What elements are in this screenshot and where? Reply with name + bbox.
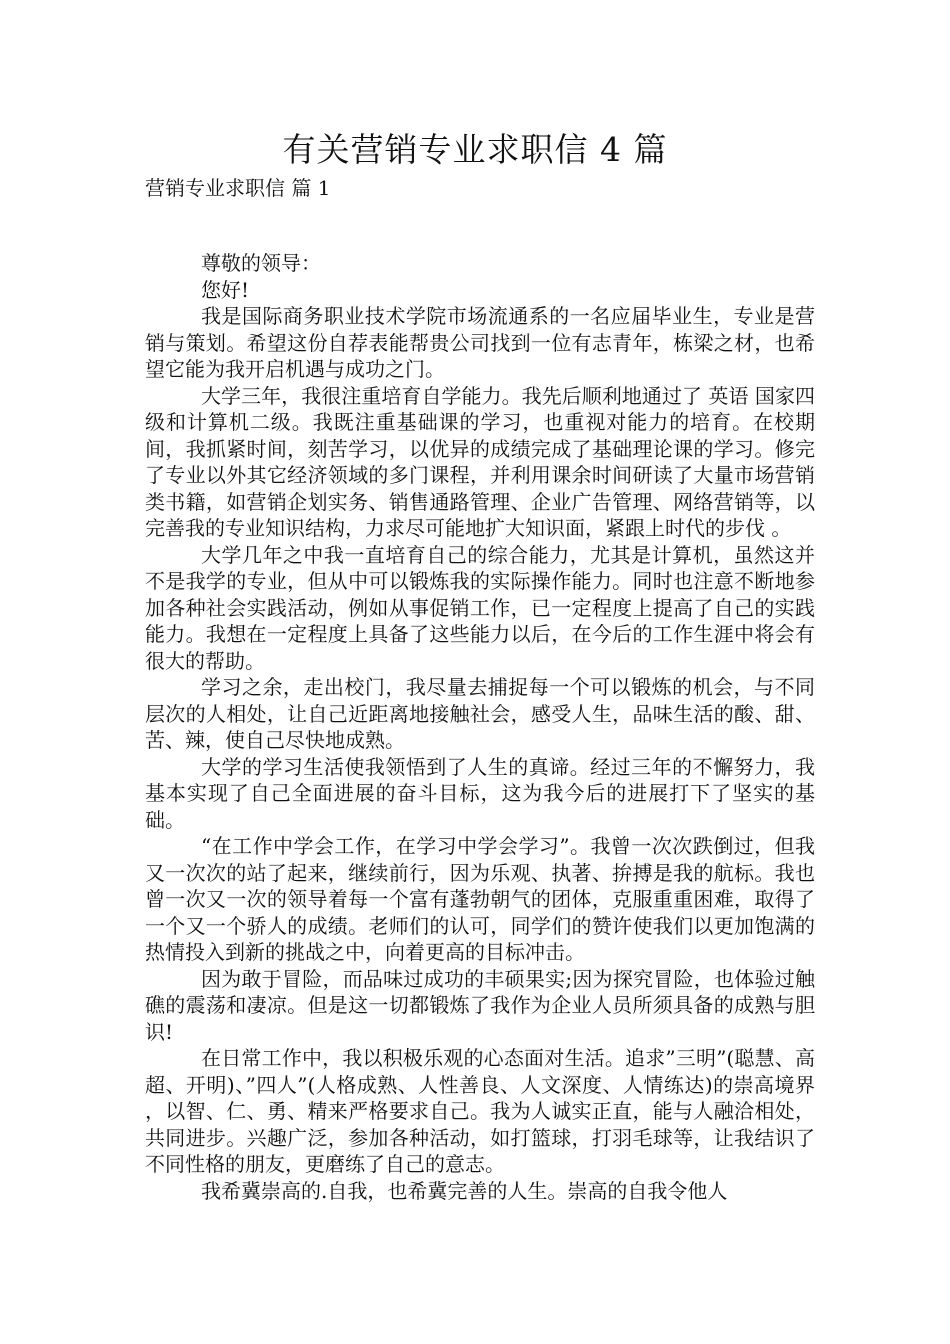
body-paragraph: 我是国际商务职业技术学院市场流通系的一名应届毕业生，专业是营销与策划。希望这份自荐表能帮贵公司找到一位有志青年，栋梁之材，也希望它能为我开启机遇与成功之门。: [145, 304, 815, 381]
body-paragraph: 因为敢于冒险，而品味过成功的丰硕果实;因为探究冒险，也体验过触礁的震荡和凄凉。但是这一切都锻炼了我作为企业人员所须具备的成熟与胆识!: [145, 966, 815, 1044]
document-title: 有关营销专业求职信 4 篇: [282, 130, 668, 169]
greeting: 您好!: [201, 277, 250, 302]
body-paragraph: 我希冀崇高的.自我，也希冀完善的人生。崇高的自我令他人: [201, 1178, 728, 1203]
salutation: 尊敬的领导：: [201, 251, 321, 275]
body-paragraph: 在日常工作中，我以积极乐观的心态面对生活。追求”三明”(聪慧、高超、开明)、”四人”(人格成熟、人性善良、人文深度、人情练达)的崇高境界 ，以智、仁、勇、精来严格要求自己。我为人诚实正直，能与人融洽相处，共同进步。兴趣广泛，参加各种活动，如打篮球，打羽毛球等，让我结识了 不同性格的朋友，更磨练了自己的意志。: [145, 1046, 815, 1176]
body-paragraph: “在工作中学会工作，在学习中学会学习”。我曾一次次跌倒过，但我又一次次的站了起来，继续前行，因为乐观、执著、拚搏是我的航标。我也曾一次又一次的领导着每一个富有蓬勃朝气的团体，克服重重困难，取得了一个又一个骄人的成绩。老师们的认可，同学们的赞许使我们以更加饱满的热情投入到新的挑战之中，向着更高的目标冲击。: [145, 834, 815, 964]
body-paragraph: 大学三年，我很注重培育自学能力。我先后顺利地通过了 英语 国家四级和计算机二级。我既注重基础课的学习，也重视对能力的培育。在校期间，我抓紧时间，刻苦学习，以优异的成绩完成了基础理论课的学习。修完了专业以外其它经济领域的多门课程，并利用课余时间研读了大量市场营销类书籍，如营销企划实务、销售通路管理、企业广告管理、网络营销等，以完善我的专业知识结构，力求尽可能地扩大知识面，紧跟上时代的步伐 。: [145, 383, 815, 540]
body-paragraph: 学习之余，走出校门，我尽量去捕捉每一个可以锻炼的机会，与不同层次的人相处，让自己近距离地接触社会，感受人生，品味生活的酸、甜、苦、辣，使自己尽快地成熟。: [145, 675, 815, 752]
body-paragraph: 大学几年之中我一直培育自己的综合能力，尤其是计算机，虽然这并不是我学的专业，但从中可以锻炼我的实际操作能力。同时也注意不断地参加各种社会实践活动，例如从事促销工作，已一定程度上提高了自己的实践能力。我想在一定程度上具备了这些能力以后，在今后的工作生涯中将会有很大的帮助。: [145, 542, 815, 673]
document-subtitle: 营销专业求职信 篇 1: [145, 176, 331, 200]
letter-body: [145, 250, 815, 1204]
body-paragraph: 大学的学习生活使我领悟到了人生的真谛。经过三年的不懈努力，我基本实现了自己全面进展的奋斗目标，这为我今后的进展打下了坚实的基础。: [145, 754, 815, 832]
